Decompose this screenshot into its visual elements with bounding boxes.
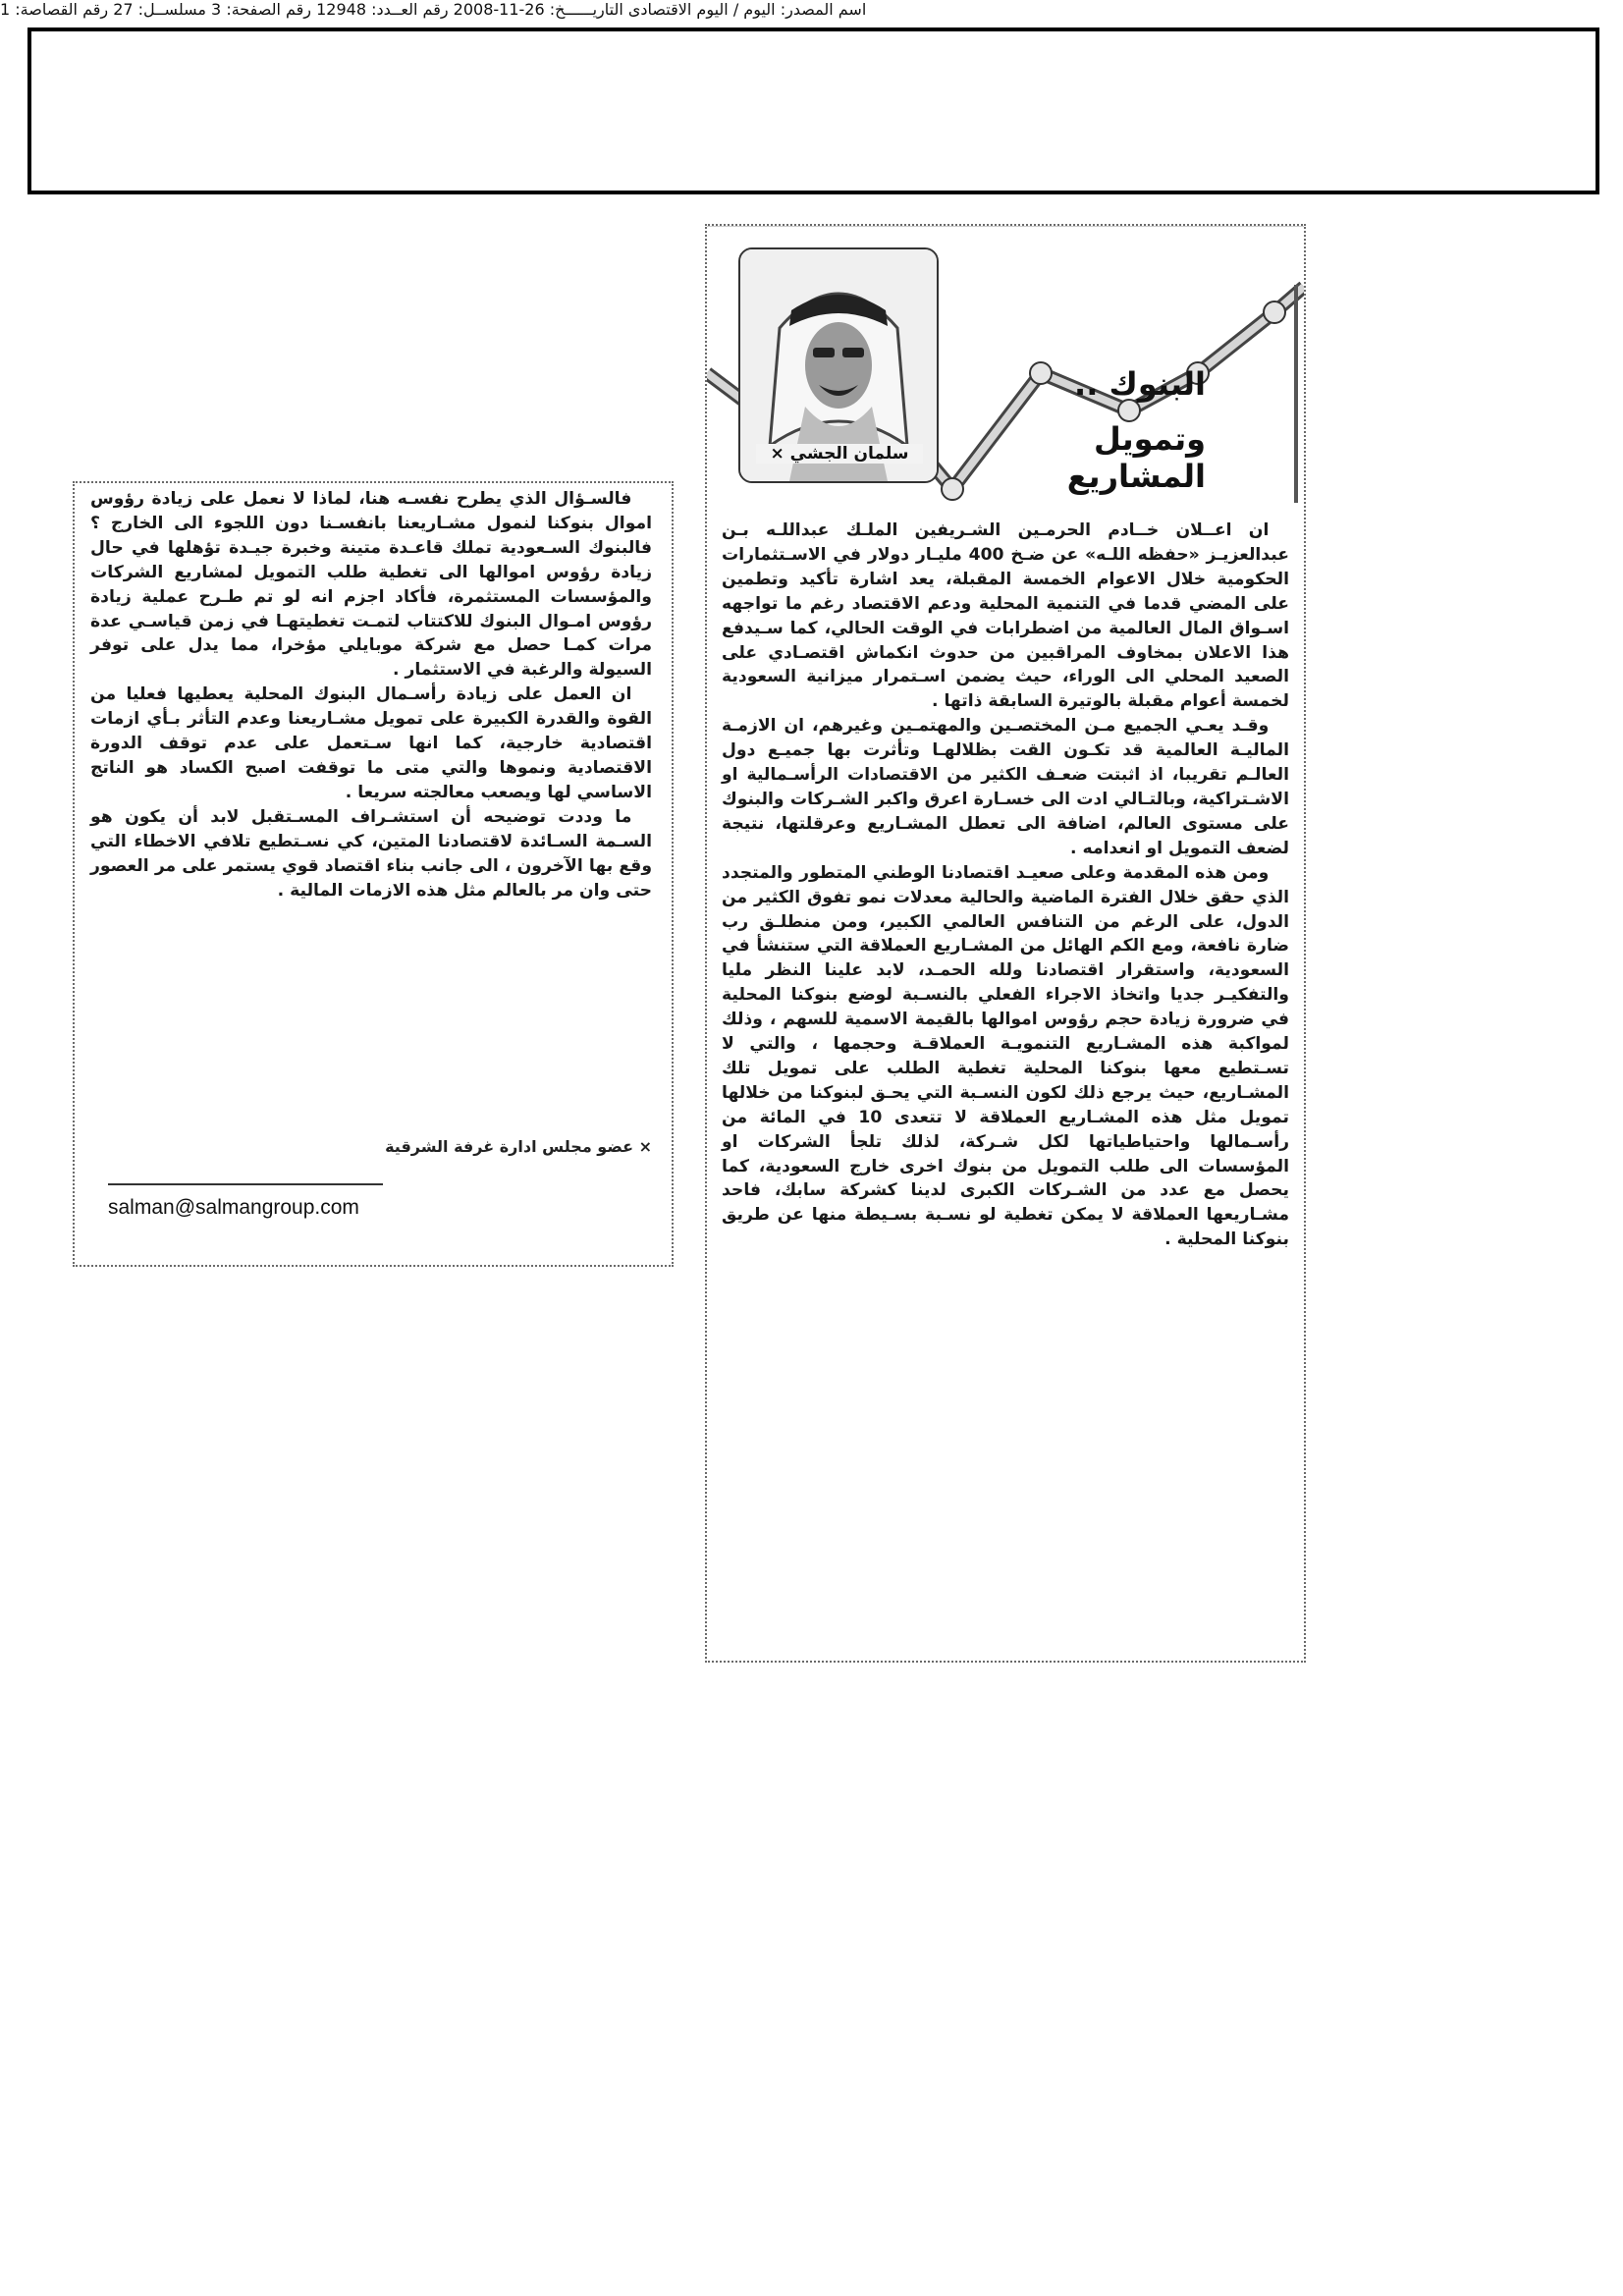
paragraph: ومن هذه المقدمة وعلى صعيـد اقتصادنا الوطني المتطور والمتجدد الذي حقق خلال الفترة الماضية والحالية معدلات نمو تفوق الكثير من الدول، على الرغم من التنافس العالمي الكبير، ومن منطلـق رب ضارة نافعة، ومع الكم الهائل من المشـاريع العملاقة التي ستنشأ في السعودية، واستقرار اقتصادنا ولله الحمـد، لابد علينا النظر مليا والتفكيـر جديا واتخاذ الاجراء الفعلي بالنسـبة لوضع بنوكنا المحلية في ضرورة زيادة حجم رؤوس اموالها بالقيمة الاسمية للسهم ، وذلك لمواكبة هذه المشـاريع التنمويـة العملاقـة وحجمها ، والتي لا تسـتطيع معها بنوكنا المحلية تغطية الطلب على تمويل تلك المشـاريع، حيث يرجع ذلك لكون النسـبة التي يحـق لبنوكنا من خلالها تمويل مثل هذه المشـاريع العملاقة لا تتعدى 10 في المائة من رأسـمالها واحتياطياتها لكل شـركة، لذلك تلجأ الشركات او المؤسسات الى طلب التمويل من بنوك اخرى خارج السعودية، كما يحصل مع عدد من الشـركات الكبرى لدينا كشركة سابك، فاحد مشـاريعها العملاقة لا يمكن تغطية لو نسـبة بسـيطة منها عن طريق بنوكنا المحلية .	[722, 862, 1289, 1250]
headline-line-2: وتمويل المشاريع	[1066, 420, 1206, 495]
issue-label: رقم العــدد:	[371, 0, 449, 19]
date-label: التاريــــــخ:	[549, 0, 623, 19]
issue-value: 12948	[316, 0, 367, 19]
clipping-value: 1	[0, 0, 11, 19]
paragraph: ما وددت توضيحه أن استشـراف المسـتقبل لابد أن يكون هو السـمة السـائدة لاقتصادنا المتين، كي نسـتطيع تلافي الاخطاء التي وقع بها الآخرون ، الى جانب بناء اقتصاد قوي يستمر على مر العصور حتى وان مر بالعالم مثل هذه الازمات المالية .	[90, 806, 652, 901]
page-value: 3	[211, 0, 222, 19]
author-name: سلمان الجشي ×	[756, 444, 923, 464]
clipping-label: رقم القصاصة:	[15, 0, 109, 19]
page-label: رقم الصفحة:	[226, 0, 312, 19]
paragraph: وقـد يعـي الجميع مـن المختصـين والمهتمـين وغيرهم، ان الازمـة الماليـة العالمية قد تكـون القت بظلالهـا وتأثرت بها جميـع دول العالـم تقريبا، اذ اثبتت ضعـف الكثير من الاقتصادات الرأسـمالية او الاشـتراكية، وبالتـالي ادت الى خسـارة اعرق واكبر الشـركات والبنوك على مستوى العالم، اضافة الى تعطل المشـاريع وعرقلتها، نتيجة لضعف التمويل او انعدامه .	[722, 716, 1289, 858]
article-body-right	[722, 519, 1289, 1252]
paragraph: ان العمل على زيادة رأسـمال البنوك المحلية يعطيها فعليا من القوة والقدرة الكبيرة على تمويل مشـاريعنا وعدم التأثر بـأي ازمات اقتصادية خارجية، كما انها سـتعمل على عدم توقف الدورة الاقتصادية ونموها والتي متى ما توقفت اصبح الكساد هو الناتج الاساسي لها ويصعب معالجته سريعا .	[90, 684, 652, 802]
article-body-left	[90, 487, 652, 902]
source-label: اسم المصدر:	[780, 0, 867, 19]
source-value: اليوم / اليوم الاقتصادى	[627, 0, 776, 19]
serial-value: 27	[113, 0, 134, 19]
headline-line-1: البنوك ..	[1074, 365, 1206, 403]
paragraph: فالسـؤال الذي يطرح نفسـه هنا، لماذا لا نعمل على زيادة رؤوس اموال بنوكنا لنمول مشـاريعنا بانفسـنا دون اللجوء الى الخارج ؟ فالبنوك السـعودية تملك قاعـدة متينة وخبرة جيـدة تؤهلها في حال زيادة رؤوس اموالها الى تغطية طلب التمويل لمشاريع الشركات والمؤسسات المستثمرة، فأكاد اجزم انه لو تم طـرح عملية زيادة رؤوس امـوال البنوك للاكتتاب لتمـت تغطيتهـا في زمن قياسـي عدة مرات كمـا حصل مع شركة موبايلي مؤخرا، مما يدل على توفر السيولة والرغبة في الاستثمار .	[90, 489, 652, 681]
paragraph: ان اعــلان خــادم الحرمـين الشـريفين الملـك عبداللـه بـن عبدالعزيـز «حفظه اللـه» عن ضـخ 400 مليـار دولار في الاسـتثمارات الحكومية خلال الاعوام الخمسة المقبلة، يعد اشارة تأكيد وتطمين على المضي قدما في التنمية المحلية ودعم الاقتصاد رغم ما تواجهه اسـواق المال العالمية من اضطرابات في الوقت الحالي، كما سـيدفع هذا الاعلان بمخاوف المراقبين من حدوث انكماش اقتصـادي على الصعيد المحلي الى الوراء، حيث يضمن اسـتمرار ميزانية السعودية لخمسة أعوام مقبلة بالوتيرة السابقة ذاتها .	[722, 520, 1289, 712]
author-email: salman@salmangroup.com	[108, 1196, 359, 1219]
footnote-divider	[108, 1183, 383, 1185]
author-footnote: × عضو مجلس ادارة غرفة الشرقية	[385, 1137, 652, 1156]
serial-label: مسلســل:	[137, 0, 206, 19]
clipping-info-box	[27, 27, 1599, 194]
date-value: 26-11-2008	[453, 0, 545, 19]
